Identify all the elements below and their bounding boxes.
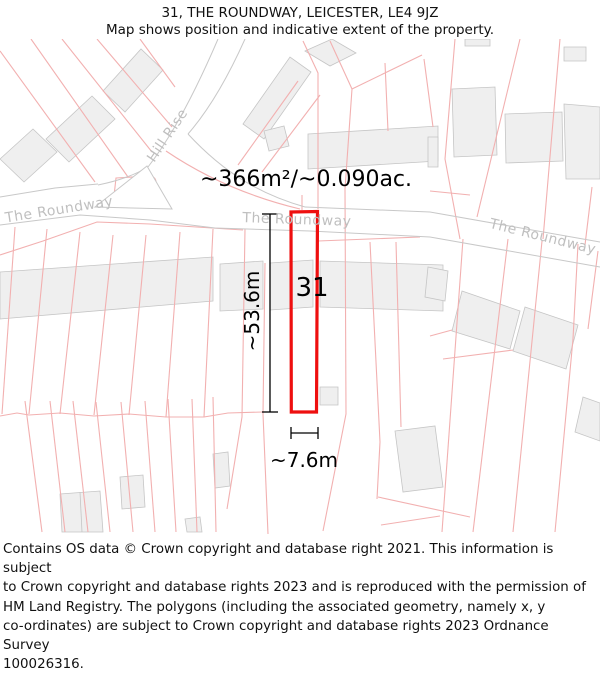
map-title: 31, THE ROUNDWAY, LEICESTER, LE4 9JZ <box>161 5 439 21</box>
map-subtitle: Map shows position and indicative extent of the property. <box>105 22 495 38</box>
copyright-text-line-2: to Crown copyright and database rights 2023 and is reproduced with the permission of <box>3 580 586 596</box>
width-dimension-label: ~7.6m <box>269 448 339 472</box>
copyright-text-line-1: Contains OS data © Crown copyright and database right 2021. This information is subject <box>3 542 554 577</box>
plot-number-label: 31 <box>295 273 329 303</box>
street-label-roundway-right: The Roundway <box>487 216 598 258</box>
property-outline <box>291 212 318 413</box>
street-label-roundway-left: The Roundway <box>4 193 115 227</box>
copyright-text-line-4: co-ordinates) are subject to Crown copyright and database rights 2023 Ordnance Survey <box>3 618 549 654</box>
copyright-text-line-5: 100026316. <box>3 657 84 673</box>
header <box>0 0 600 39</box>
map-container <box>0 39 600 534</box>
map <box>0 39 600 534</box>
copyright-notice <box>0 534 600 674</box>
area-label: ~366m²/~0.090ac. <box>199 167 413 192</box>
height-dimension-label: ~53.6m <box>240 270 264 352</box>
width-dimension <box>291 427 318 439</box>
street-label-hill-rise: Hill Rise <box>144 105 192 166</box>
street-label-roundway-center: The Roundway <box>242 210 352 230</box>
copyright-text-line-3: HM Land Registry. The polygons (including the associated geometry, namely x, y <box>3 599 546 615</box>
